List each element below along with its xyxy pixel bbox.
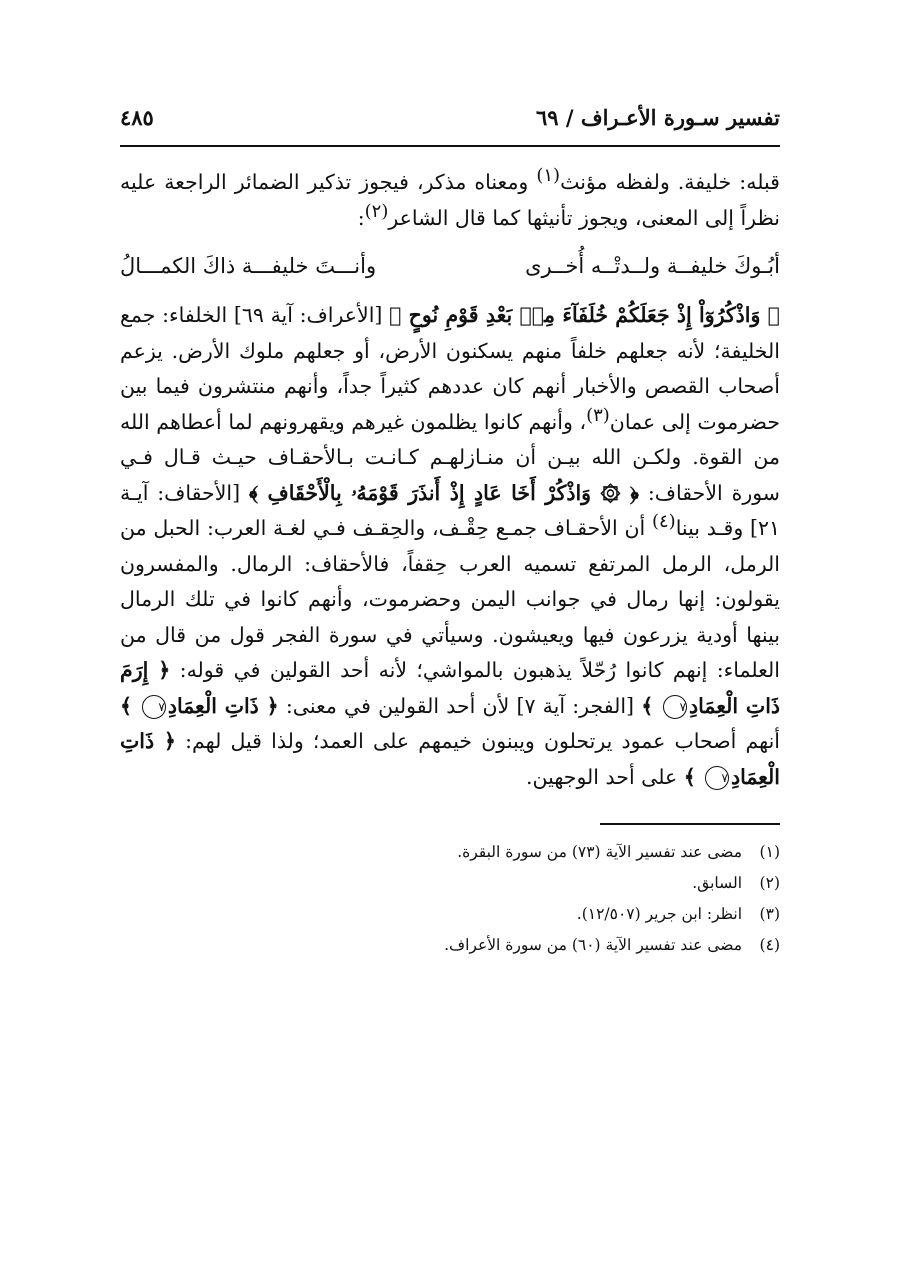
quran-bracket: ﴾ [641, 693, 662, 718]
text-run: قبله: خليفة. ولفظه مؤنث [560, 170, 780, 194]
ayah-number-medallion: ٧ [663, 695, 687, 719]
footnote-marker-3: (٣) [586, 404, 610, 426]
quran-verse-quote: ﴿ ۞ وَاذْكُرْ أَخَا عَادٍ إِذْ أَنذَرَ قَوْمَهُۥ بِالْأَحْقَافِ ﴾ [248, 480, 639, 505]
quran-verse-quote: ﴿ ذَاتِ الْعِمَادِ [167, 693, 279, 718]
poem-verse [120, 248, 780, 284]
footnote-text: مضى عند تفسير الآية (٧٣) من سورة البقرة. [457, 843, 742, 861]
footnote [120, 899, 780, 930]
poem-first-hemistich: أبُـوكَ خليفــة ولــدتْــه أُخــرى [525, 254, 780, 278]
footnote-number: (٢) [759, 874, 780, 892]
footnote-text: انظر: ابن جرير (١٢/٥٠٧). [576, 905, 742, 923]
footnote-number: (١) [759, 843, 780, 861]
running-header [120, 105, 780, 145]
footnote-rule [600, 823, 780, 825]
footnote-marker-4: (٤) [651, 511, 676, 533]
quran-verse-quote: ﴿ إِرَمَ ذَاتِ الْعِمَادِ [120, 658, 781, 718]
quran-verse-quote: ﴿ ذَاتِ الْعِمَادِ [120, 729, 780, 789]
page-number: ٤٨٥ [120, 105, 154, 130]
text-run: أن الأحقـاف جمـع حِقْـف، والحِقـف فـي لغـة العرب: الحبل من الرمل، الرمل المرتفع تسميه العرب حِقفاً، فالأحقاف: الرمال. والمفسرون يقولون: إنها رمال في جوانب اليمن وحضرموت، وأنهم كانوا في تلك الرمال بينها أودية يزرعون فيها ويعيشون. وسيأتي في سورة الفجر قول من قال من العلماء: إنهم كانوا رُحّلاً يذهبون بالمواشي؛ لأنه أحد القولين في قوله: [120, 516, 780, 682]
text-run: ومعناه مذكر، فيجوز تذكير الضمائر الراجعة عليه نظراً إلى المعنى، ويجوز تأنيثها كما قال الشاعر [120, 170, 780, 230]
ayah-number-medallion: ٧ [705, 766, 729, 790]
quran-verse-quote: ﴿ وَاذْكُرُوٓاْ إِذْ جَعَلَكُمْ خُلَفَآءَ مِنۢ بَعْدِ قَوْمِ نُوحٍ ﴾ [389, 303, 780, 327]
text-run: أنهم أصحاب عمود يرتحلون ويبنون خيمهم على العمد؛ ولذا قيل لهم: [175, 729, 781, 753]
document-page [120, 105, 780, 961]
poem-second-hemistich: وأنـــتَ خليفـــة ذاكَ الكمـــالُ [120, 254, 377, 278]
header-rule [120, 145, 780, 147]
footnote-number: (٤) [759, 936, 780, 954]
paragraph-1 [120, 165, 780, 236]
footnote-marker-2: (٢) [364, 200, 389, 222]
footnote-text: السابق. [692, 874, 742, 892]
footnote-marker-1: (١) [536, 165, 561, 187]
text-run: ، وأنهم كانوا يظلمون غيرهم ويقهرونهم لما أعطاهم الله من القوة. ولكـن الله بيـن أن منـازلهـم كـانـت بـالأحقـاف حيـث قـال فـي سورة الأحقاف: [120, 409, 780, 505]
text-run: [الأحقاف: آيـة ٢١] وقـد بينا [120, 480, 780, 540]
paragraph-2 [120, 298, 780, 795]
footnote-number: (٣) [759, 905, 780, 923]
text-run: [الفجر: آية ٧] لأن أحد القولين في معنى: [278, 693, 642, 718]
main-text [120, 165, 780, 795]
running-title: تفسير سـورة الأعـراف / ٦٩ [535, 105, 780, 130]
ayah-number-medallion: ٧ [142, 695, 166, 719]
footnote [120, 837, 780, 868]
footnotes [120, 837, 780, 961]
quran-bracket: ﴾ [683, 764, 703, 789]
text-run: : [357, 205, 365, 230]
footnote [120, 868, 780, 899]
text-run: [الأعراف: آية ٦٩] الخلفاء: جمع الخليفة؛ لأنه جعلهم خلفاً منهم يسكنون الأرض، أو جعلهم ملوك الأرض. يزعم أصحاب القصص والأخبار أنهم كان عددهم كثيراً جداً، وأنهم منتشرون فيما بين حضرموت إلى عمان [120, 303, 780, 434]
quran-bracket: ﴾ [120, 693, 140, 718]
footnote-text: مضى عند تفسير الآية (٦٠) من سورة الأعراف. [444, 936, 742, 954]
footnote [120, 930, 780, 961]
text-run: على أحد الوجهين. [526, 764, 684, 789]
